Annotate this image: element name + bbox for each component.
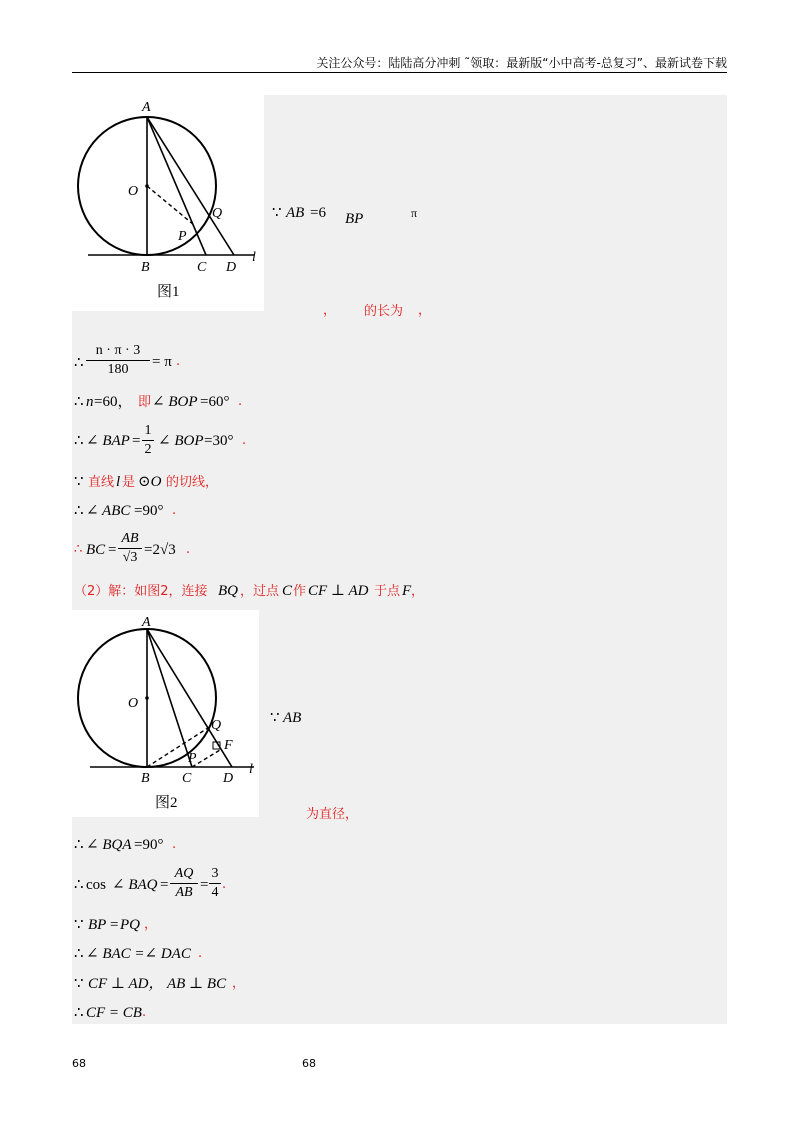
line8-therefore: ∴ <box>74 542 83 557</box>
line7-angle: ∠ ABC <box>86 503 131 519</box>
figure-1 <box>72 95 264 311</box>
line8-dot: . <box>186 542 191 557</box>
content-block-3 <box>259 610 727 817</box>
fig2-label-p: P <box>188 751 197 766</box>
line13-fraction-bar-2 <box>209 883 221 884</box>
line13-fraction-2 <box>209 867 221 900</box>
fig1-label-a: A <box>142 100 151 115</box>
line13-denominator-2: 4 <box>211 885 219 900</box>
fig2-label-a: A <box>142 615 151 630</box>
line15-therefore: ∴ <box>74 946 84 962</box>
fig1-label-l: l <box>252 250 256 265</box>
line3-numerator: n · π · 3 <box>95 343 141 358</box>
line1-eq6: =6 <box>310 205 326 221</box>
line13-dot: . <box>222 877 227 892</box>
line3-fraction <box>86 344 150 377</box>
line14-comma: ， <box>144 917 158 932</box>
line3-fraction-bar <box>86 360 150 361</box>
line3-dot: . <box>176 354 181 369</box>
line5-angle: ∠ BAP <box>86 433 130 449</box>
line6-text2: 是 <box>122 475 136 490</box>
line12-dot: . <box>172 837 177 852</box>
line14-since: ∵ <box>74 917 84 933</box>
line4-n: n <box>86 394 94 410</box>
line7-rest: =90° <box>134 503 164 519</box>
line8-denominator: √3 <box>122 550 138 565</box>
line13-fraction-1 <box>170 867 198 900</box>
line14-eq: = <box>110 917 119 933</box>
line7-dot: . <box>172 503 177 518</box>
line5-fraction <box>142 424 154 457</box>
line4-dot: . <box>238 394 243 409</box>
line13-therefore: ∴ <box>74 877 84 893</box>
line5-numerator: 1 <box>144 423 152 438</box>
line12-angle: ∠ BQA <box>86 837 132 853</box>
footer-page-number-center: 68 <box>302 1057 316 1070</box>
footer-page-number-left: 68 <box>72 1057 86 1070</box>
line16-comma: ， <box>232 976 246 991</box>
line8-bc: BC <box>86 542 106 558</box>
line9-t5: ， <box>411 584 425 599</box>
line11-text: 为直径， <box>306 807 359 822</box>
fig1-label-p: P <box>178 229 187 244</box>
line8-fraction-bar <box>118 548 142 549</box>
line4-rest: =60° <box>200 394 230 410</box>
fig1-label-d: D <box>226 260 237 275</box>
line8-fraction <box>118 532 142 565</box>
line1-ab: AB <box>286 205 305 221</box>
line3-therefore: ∴ <box>74 355 84 371</box>
line1-pi: π <box>411 206 418 220</box>
line4-angle: ∠ BOP <box>152 394 198 410</box>
line9-cf: CF ⊥ AD <box>308 583 369 599</box>
line8-rest: =2√3 <box>144 542 176 558</box>
line3-denominator: 180 <box>107 362 129 377</box>
line5-therefore: ∴ <box>74 433 84 449</box>
line2-text: 的长为 <box>364 304 404 319</box>
line13-eq2: = <box>200 877 209 893</box>
line9-c: C <box>282 583 293 599</box>
fig2-label-c: C <box>182 771 192 786</box>
fig1-label-o: O <box>128 184 139 199</box>
line5-fraction-bar <box>142 440 154 441</box>
fig1-label-c: C <box>197 260 207 275</box>
fig2-label-q: Q <box>211 718 222 733</box>
line13-fraction-bar-1 <box>170 883 198 884</box>
fig1-label-b: B <box>141 260 150 275</box>
header-rule <box>72 72 727 73</box>
line5-rest: =30° <box>204 433 234 449</box>
line7-therefore: ∴ <box>74 503 84 519</box>
line6-l: l <box>116 474 121 490</box>
line3-rest: = π <box>152 354 172 370</box>
line6-text3: 的切线， <box>166 475 219 490</box>
line9-bq: BQ <box>218 583 238 599</box>
line14-bp: BP <box>88 917 107 933</box>
line9-t3: 作 <box>293 584 307 599</box>
figure-2-caption: 图2 <box>155 795 178 811</box>
fig1-label-q: Q <box>212 206 223 221</box>
figure-2 <box>72 610 259 817</box>
content-block-4 <box>72 817 727 1024</box>
line5-denominator: 2 <box>144 442 152 457</box>
line15-text: ∠ BAC =∠ DAC <box>86 946 191 962</box>
line13-eq: = <box>160 877 169 893</box>
figure-1-diagram <box>72 95 264 311</box>
line6-text1: 直线 <box>88 475 115 490</box>
line9-part: （2）解：如图2，连接 <box>74 584 208 599</box>
fig2-label-d: D <box>223 771 234 786</box>
fig2-label-l: l <box>249 762 253 777</box>
line9-f: F <box>402 583 412 599</box>
figure-2-diagram <box>72 610 259 817</box>
fig2-label-b: B <box>141 771 150 786</box>
figure-1-caption: 图1 <box>157 284 180 300</box>
line12-therefore: ∴ <box>74 837 84 853</box>
line6-circle: ⊙O <box>138 474 162 490</box>
line9-t4: 于点 <box>374 584 401 599</box>
line13-cos: cos <box>86 877 106 893</box>
fig2-label-o: O <box>128 696 139 711</box>
line13-angle: ∠ BAQ <box>112 877 158 893</box>
line5-eq: = <box>132 433 141 449</box>
line13-numerator-1: AQ <box>174 866 194 881</box>
line4-therefore: ∴ <box>74 394 84 410</box>
line4-ji: 即 <box>138 395 152 410</box>
line17-text: CF = CB <box>86 1005 142 1021</box>
line1-since: ∵ <box>272 205 282 221</box>
line14-pq: PQ <box>120 917 140 933</box>
line8-eq: = <box>108 542 117 558</box>
line10-since: ∵ <box>270 710 280 726</box>
content-block-1 <box>264 95 727 311</box>
line13-denominator-1: AB <box>175 885 193 900</box>
line5-dot: . <box>242 433 247 448</box>
line6-since: ∵ <box>74 474 84 490</box>
line16-since: ∵ <box>74 976 84 992</box>
line13-numerator-2: 3 <box>211 866 219 881</box>
line15-dot: . <box>198 946 203 961</box>
line1-bp: BP <box>345 211 364 227</box>
line2-comma2: ， <box>418 303 432 318</box>
line10-ab: AB <box>283 710 302 726</box>
line9-t2: ，过点 <box>240 584 280 599</box>
line5-angle2: ∠ BOP <box>158 433 204 449</box>
line8-numerator: AB <box>121 531 139 546</box>
line12-rest: =90° <box>134 837 164 853</box>
fig2-label-f: F <box>224 738 233 753</box>
line17-therefore: ∴ <box>74 1005 84 1021</box>
page-header: 关注公众号：陆陆高分冲刺 ˜领取：最新版“小中高考-总复习”、最新试卷下载 <box>316 56 727 70</box>
line2-comma1: ， <box>323 303 337 318</box>
line4-eq: =60， <box>94 394 133 410</box>
line17-dot: . <box>142 1005 147 1020</box>
line16-text: CF ⊥ AD， AB ⊥ BC <box>88 976 227 992</box>
